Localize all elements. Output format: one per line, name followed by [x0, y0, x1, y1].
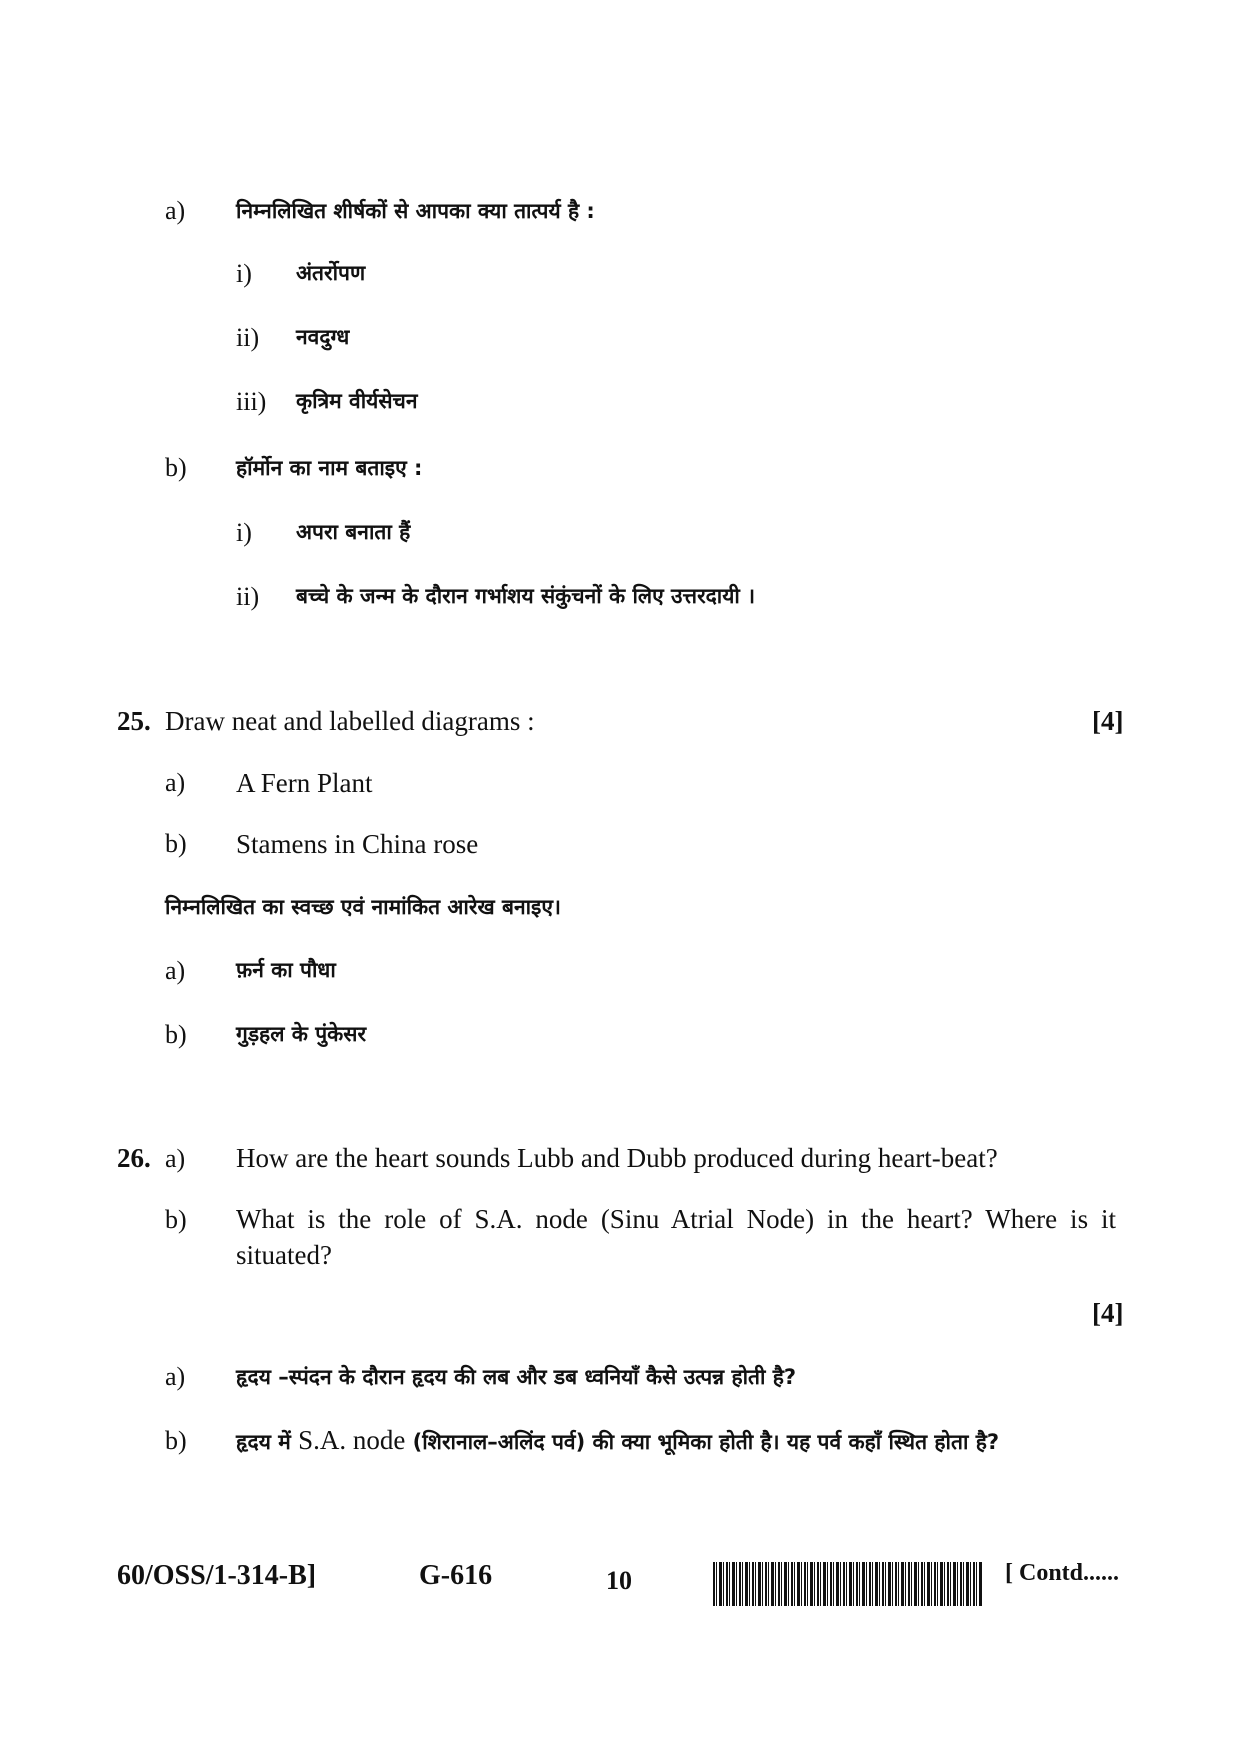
q25-number: 25.: [117, 706, 151, 736]
q25-b-text: Stamens in China rose: [236, 829, 479, 859]
footer-contd: [ Contd......: [1005, 1560, 1120, 1586]
q24-a-i-text: अंतर्रोपण: [296, 261, 366, 285]
q24-b-text: हॉर्मोन का नाम बताइए :: [236, 456, 423, 480]
q26-b-text-line2: situated?: [236, 1240, 332, 1270]
q26-b-label: b): [165, 1205, 187, 1234]
q26-hi-a-text: हृदय –स्पंदन के दौरान हृदय की लब और डब ध्वनियाँ कैसे उत्पन्न होती है?: [236, 1365, 797, 1389]
q25-a-text: A Fern Plant: [236, 768, 373, 798]
q25-marks: [4]: [1092, 706, 1124, 736]
q25-hi-b-text: गुड़हल के पुंकेसर: [236, 1022, 367, 1046]
q25-b-label: b): [165, 829, 187, 858]
q24-a-label: a): [165, 196, 186, 225]
q24-a-text: निम्नलिखित शीर्षकों से आपका क्या तात्पर्य है :: [236, 199, 595, 223]
q26-hi-b-post: (शिरानाल–अलिंद पर्व) की क्या भूमिका होती है। यह पर्व कहाँ स्थित होता है?: [405, 1430, 1000, 1454]
q25-hi-b-label: b): [165, 1020, 187, 1049]
footer-page-number: 10: [606, 1566, 632, 1595]
barcode-image: [713, 1562, 983, 1606]
q25-hindi-text: निम्नलिखित का स्वच्छ एवं नामांकित आरेख बनाइए।: [165, 895, 561, 919]
q26-number: 26.: [117, 1143, 151, 1173]
q25-hi-a-text: फ़र्न का पौधा: [236, 958, 336, 982]
q24-a-iii-text: कृत्रिम वीर्यसेचन: [296, 389, 418, 413]
q24-a-ii-label: ii): [236, 323, 260, 352]
q24-b-i-label: i): [236, 518, 252, 547]
q24-b-ii-label: ii): [236, 582, 260, 611]
q24-a-ii-text: नवदुग्ध: [296, 325, 350, 349]
q26-hi-b-pre: हृदय में: [236, 1430, 299, 1454]
q25-hi-a-label: a): [165, 956, 186, 985]
q24-b-ii-text: बच्चे के जन्म के दौरान गर्भाशय संकुंचनों के लिए उत्तरदायी ।: [296, 584, 756, 608]
q24-b-i-text: अपरा बनाता हैं: [296, 520, 411, 544]
q26-b-text-line1: What is the role of S.A. node (Sinu Atrial Node) in the heart? Where is it: [236, 1204, 1116, 1234]
q26-a-text: How are the heart sounds Lubb and Dubb produced during heart-beat?: [236, 1143, 998, 1173]
q25-a-label: a): [165, 768, 186, 797]
q26-hi-b-en: S.A. node: [298, 1425, 406, 1455]
q26-hi-a-label: a): [165, 1362, 186, 1391]
q26-hi-b-line: [236, 1425, 999, 1456]
q26-hi-b-label: b): [165, 1426, 187, 1455]
footer-code: 60/OSS/1-314-B]: [117, 1560, 317, 1591]
q25-text: Draw neat and labelled diagrams :: [165, 706, 535, 736]
q24-a-iii-label: iii): [236, 387, 267, 416]
footer-series: G-616: [419, 1560, 493, 1591]
q24-b-label: b): [165, 453, 187, 482]
q26-marks: [4]: [1092, 1298, 1124, 1328]
q24-a-i-label: i): [236, 259, 252, 288]
q26-a-label: a): [165, 1144, 186, 1173]
